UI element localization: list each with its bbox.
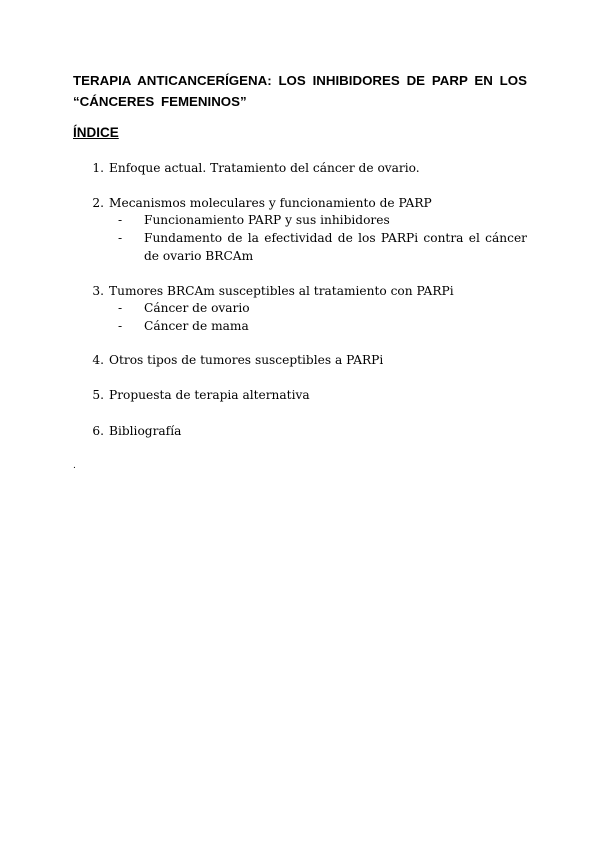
subitem-dash: - bbox=[118, 301, 123, 315]
document-title: TERAPIA ANTICANCERÍGENA: LOS INHIBIDORES DE PARP EN LOS “CÁNCERES FEMENINOS” bbox=[73, 73, 527, 109]
subitem-label: Cáncer de mama bbox=[144, 319, 249, 333]
subitem-label: Funcionamiento PARP y sus inhibidores bbox=[144, 213, 390, 227]
index-item-label: Mecanismos moleculares y funcionamiento de PARP bbox=[109, 196, 432, 210]
index-item-number: 1. bbox=[92, 161, 104, 175]
index-item-number: 6. bbox=[92, 424, 104, 438]
index-item-number: 2. bbox=[92, 196, 104, 210]
index-heading: ÍNDICE bbox=[73, 125, 119, 140]
index-item-label: Tumores BRCAm susceptibles al tratamiento con PARPi bbox=[109, 284, 454, 298]
trailing-period: . bbox=[73, 461, 76, 471]
subitem-dash: - bbox=[118, 213, 123, 227]
index-item-number: 5. bbox=[92, 388, 104, 402]
index-item-number: 4. bbox=[92, 353, 104, 367]
subitem-label: Fundamento de la efectividad de los PARPi contra el cáncer de ovario BRCAm bbox=[144, 231, 527, 263]
index-item-label: Propuesta de terapia alternativa bbox=[109, 388, 310, 402]
index-item-label: Otros tipos de tumores susceptibles a PARPi bbox=[109, 353, 384, 367]
index-item-label: Bibliografía bbox=[109, 424, 182, 438]
subitem-dash: - bbox=[118, 319, 123, 333]
index-item-number: 3. bbox=[92, 284, 104, 298]
index-item-label: Enfoque actual. Tratamiento del cáncer de ovario. bbox=[109, 161, 420, 175]
subitem-dash: - bbox=[118, 231, 123, 245]
subitem-label: Cáncer de ovario bbox=[144, 301, 250, 315]
